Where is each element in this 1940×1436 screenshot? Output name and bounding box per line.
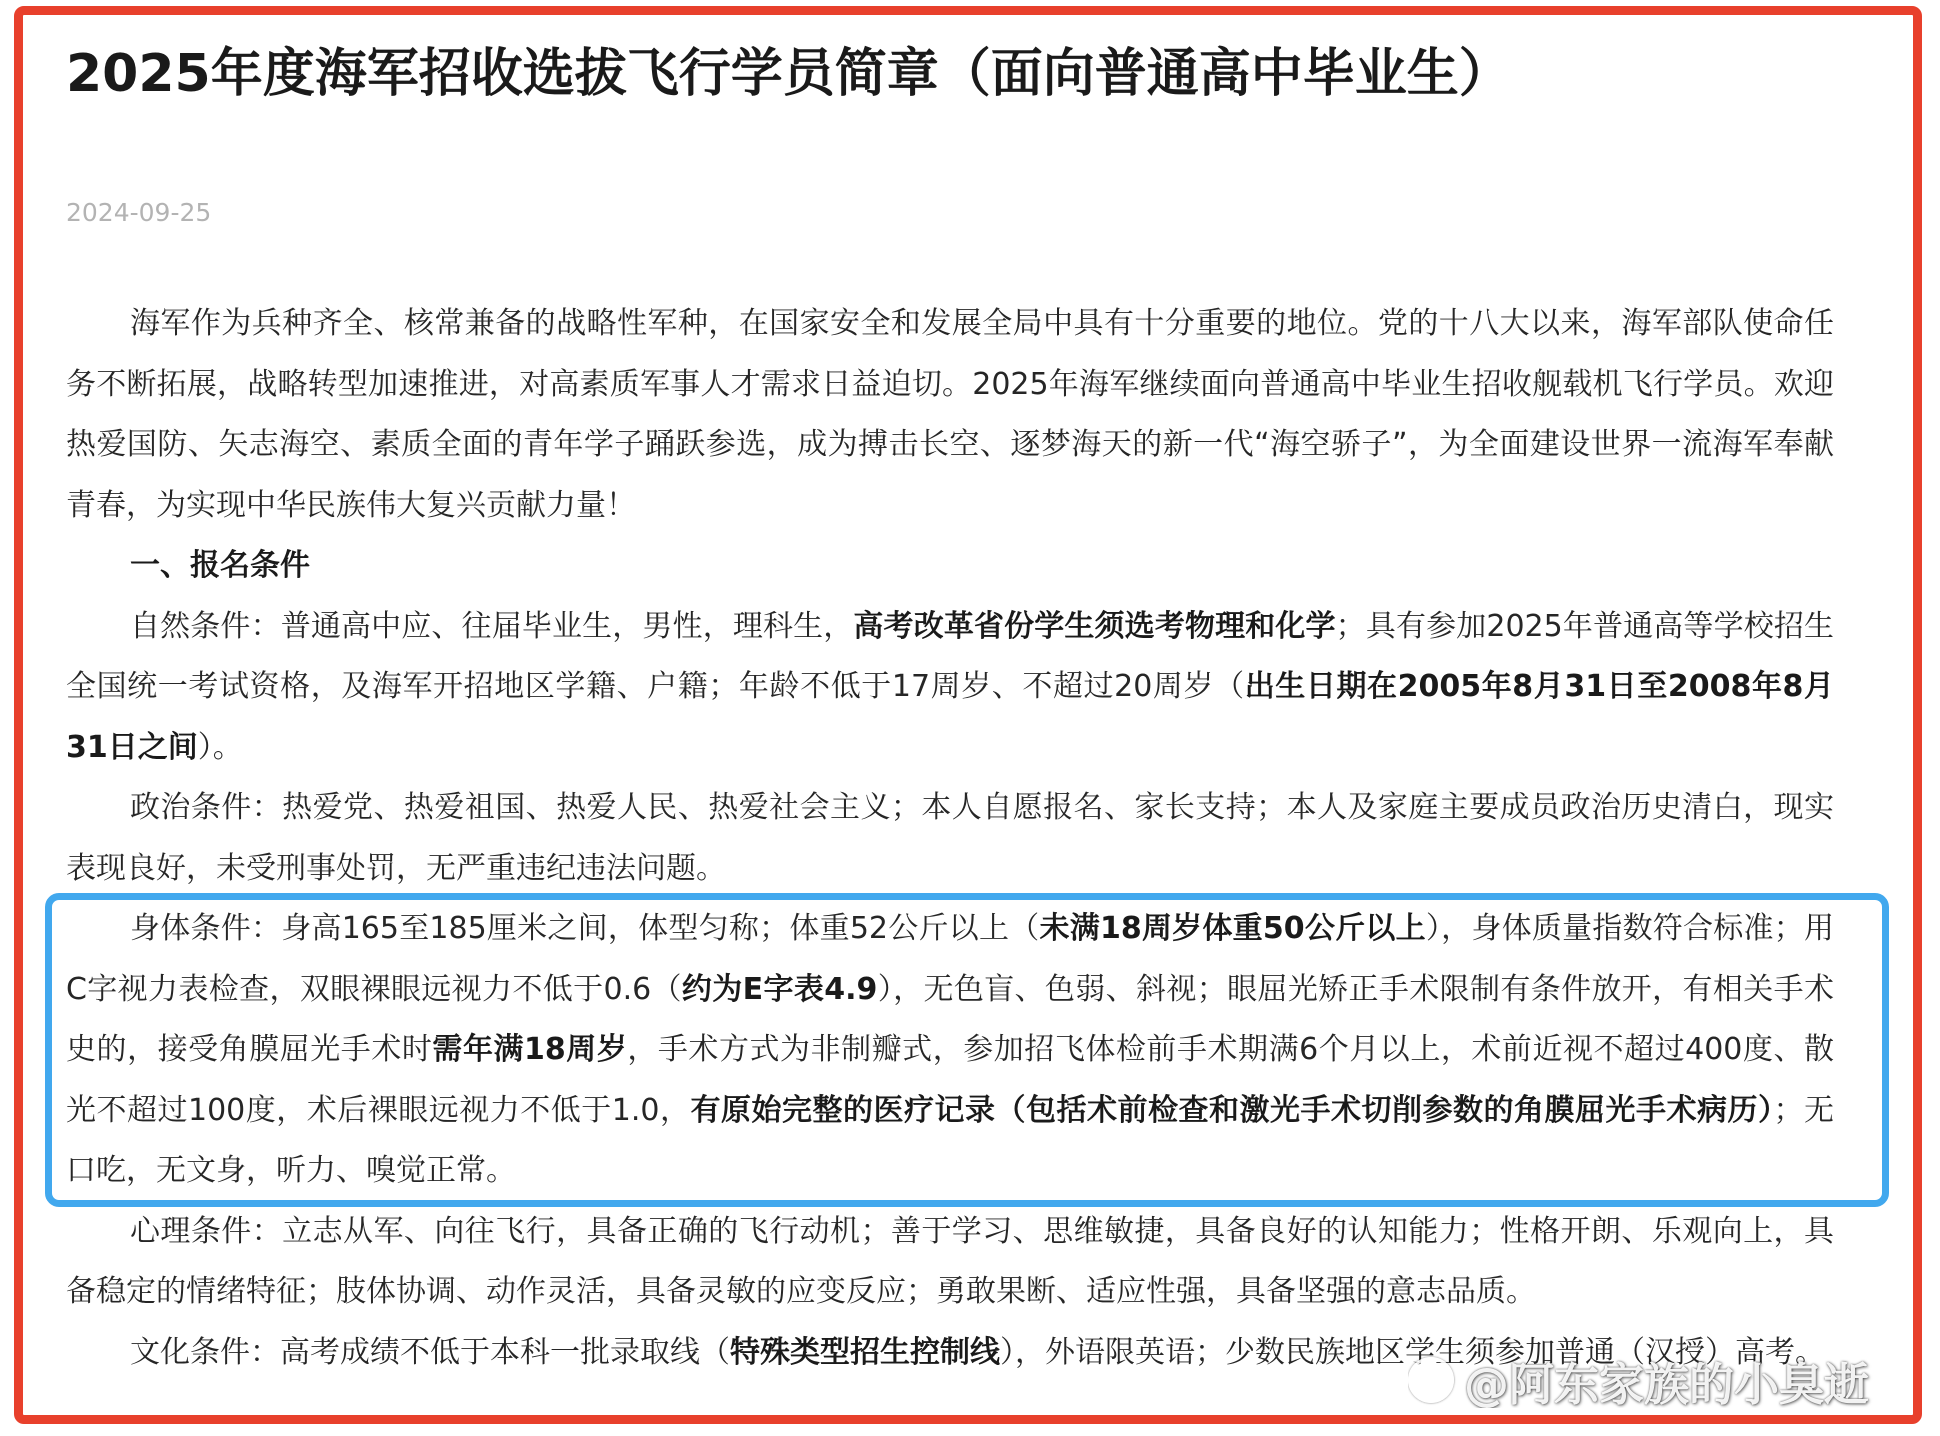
- article-body: [66, 294, 1834, 1383]
- natural-text-1: 自然条件：普通高中应、往届毕业生，男性，理科生，: [130, 608, 854, 644]
- watermark-text: @阿东家族的小臭逝: [1464, 1357, 1870, 1408]
- physical-text-3: ），无色盲、色弱、斜视；眼屈光矫正手术限制有条件放开，有相关手术史的，接受角膜屈光手术时: [66, 971, 1834, 1067]
- natural-text-2: ；具有参加2025年普通高等学校招生全国统一考试资格，及海军开招地区学籍、户籍；年龄不低于17周岁、不超过20周岁（: [66, 608, 1835, 704]
- section-heading: [66, 536, 1834, 597]
- platform-logo-icon: du: [1408, 1357, 1454, 1403]
- natural-bold-1: 高考改革省份学生须选考物理和化学: [853, 608, 1336, 644]
- publish-date: 2024-09-25: [66, 198, 212, 227]
- intro-paragraph: 海军作为兵种齐全、核常兼备的战略性军种，在国家安全和发展全局中具有十分重要的地位。党的十八大以来，海军部队使命任务不断拓展，战略转型加速推进，对高素质军事人才需求日益迫切。2025年海军继续面向普通高中毕业生招收舰载机飞行学员。欢迎热爱国防、矢志海空、素质全面的青年学子踊跃参选，成为搏击长空、逐梦海天的新一代“海空骄子”，为全面建设世界一流海军奉献青春，为实现中华民族伟大复兴贡献力量！: [66, 306, 1834, 523]
- article-title: 2025年度海军招收选拔飞行学员简章（面向普通高中毕业生）: [66, 44, 1511, 104]
- natural-text-3: ）。: [197, 729, 243, 765]
- physical-conditions-highlight-box: [45, 893, 1889, 1207]
- physical-bold-4: 有原始完整的医疗记录（包括术前检查和激光手术切削参数的角膜屈光手术病历）: [690, 1092, 1774, 1128]
- physical-bold-3: 需年满18周岁: [432, 1032, 628, 1067]
- physical-text-1: 身体条件：身高165至185厘米之间，体型匀称；体重52公斤以上（: [130, 911, 1040, 946]
- cultural-bold-1: 特殊类型招生控制线: [730, 1334, 1000, 1370]
- cultural-text-1: 文化条件：高考成绩不低于本科一批录取线（: [130, 1334, 730, 1370]
- section-heading-text: 一、报名条件: [130, 548, 310, 583]
- psychological-conditions-paragraph: 心理条件：立志从军、向往飞行，具备正确的飞行动机；善于学习、思维敏捷，具备良好的认知能力；性格开朗、乐观向上，具备稳定的情绪特征；肢体协调、动作灵活，具备灵敏的应变反应；勇敢果断、适应性强，具备坚强的意志品质。: [66, 1213, 1834, 1309]
- physical-text-5: ；无口吃，无文身，听力、嗅觉正常。: [66, 1092, 1835, 1188]
- watermark: [1408, 1352, 1916, 1408]
- natural-bold-2: 出生日期在2005年8月31日至2008年8月31日之间: [66, 669, 1834, 765]
- physical-text-2: ），身体质量指数符合标准；用C字视力表检查，双眼裸眼远视力不低于0.6（: [66, 911, 1835, 1007]
- cultural-text-2: ），外语限英语；少数民族地区学生须参加普通（汉授）高考。: [1000, 1334, 1825, 1370]
- natural-conditions-paragraph: [66, 597, 1834, 779]
- physical-bold-1: 未满18周岁体重50公斤以上: [1039, 911, 1426, 946]
- political-conditions-paragraph: 政治条件：热爱党、热爱祖国、热爱人民、热爱社会主义；本人自愿报名、家长支持；本人及家庭主要成员政治历史清白，现实表现良好，未受刑事处罚，无严重违纪违法问题。: [66, 790, 1834, 886]
- physical-text-4: ，手术方式为非制瓣式，参加招飞体检前手术期满6个月以上，术前近视不超过400度、散光不超过100度，术后裸眼远视力不低于1.0，: [66, 1032, 1834, 1128]
- physical-bold-2: 约为E字表4.9: [681, 971, 878, 1007]
